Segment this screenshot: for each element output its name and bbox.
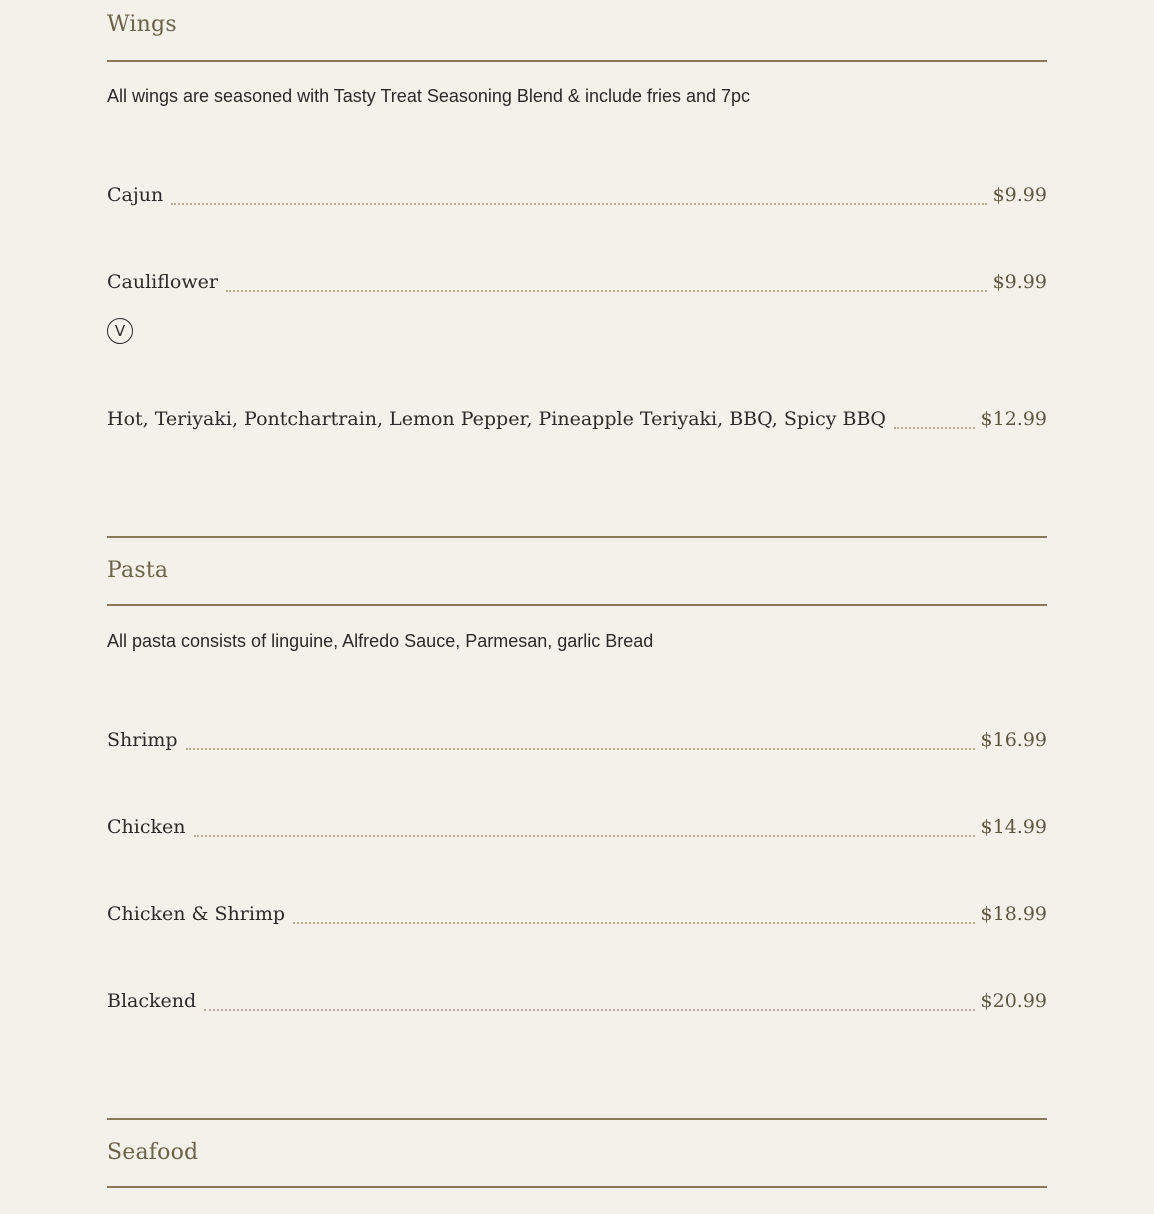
menu-item-name: Hot, Teriyaki, Pontchartrain, Lemon Pepper, Pineapple Teriyaki, BBQ, Spicy BBQ: [107, 408, 887, 430]
section-divider: [107, 1186, 1047, 1188]
menu-item: [107, 271, 1047, 293]
menu-item-price: $9.99: [992, 271, 1047, 293]
menu-item-price: $20.99: [980, 990, 1047, 1012]
menu-item-price: $18.99: [980, 903, 1047, 925]
section-divider: [107, 604, 1047, 606]
section-title-seafood: Seafood: [107, 1140, 199, 1165]
menu-item: [107, 729, 1047, 751]
menu-item-price: $16.99: [980, 729, 1047, 751]
menu-item-name: Shrimp: [107, 729, 178, 751]
menu-item-name: Chicken & Shrimp: [107, 903, 286, 925]
section-divider: [107, 60, 1047, 62]
dot-leader: [194, 835, 975, 837]
menu-item-price: $12.99: [980, 408, 1047, 430]
dot-leader: [894, 427, 975, 429]
section-divider: [107, 536, 1047, 538]
menu-item-name: Blackend: [107, 990, 197, 1012]
menu-item-price: $9.99: [992, 184, 1047, 206]
menu-item-name: Cauliflower: [107, 271, 218, 293]
section-title-pasta: Pasta: [107, 558, 169, 583]
menu-item: [107, 184, 1047, 206]
dot-leader: [293, 922, 974, 924]
section-description-wings: All wings are seasoned with Tasty Treat Seasoning Blend & include fries and 7pc: [107, 86, 751, 106]
vegetarian-badge-icon: V: [107, 318, 133, 344]
dot-leader: [171, 203, 986, 205]
menu-item-name: Chicken: [107, 816, 186, 838]
dot-leader: [226, 290, 987, 292]
menu-item: [107, 408, 1047, 430]
menu-item: [107, 816, 1047, 838]
menu-item-price: $14.99: [980, 816, 1047, 838]
section-divider: [107, 1118, 1047, 1120]
dot-leader: [204, 1009, 974, 1011]
menu-item: [107, 903, 1047, 925]
menu-item: [107, 990, 1047, 1012]
section-description-pasta: All pasta consists of linguine, Alfredo Sauce, Parmesan, garlic Bread: [107, 631, 654, 651]
menu-item-name: Cajun: [107, 184, 164, 206]
dot-leader: [186, 748, 975, 750]
section-title-wings: Wings: [107, 12, 177, 37]
